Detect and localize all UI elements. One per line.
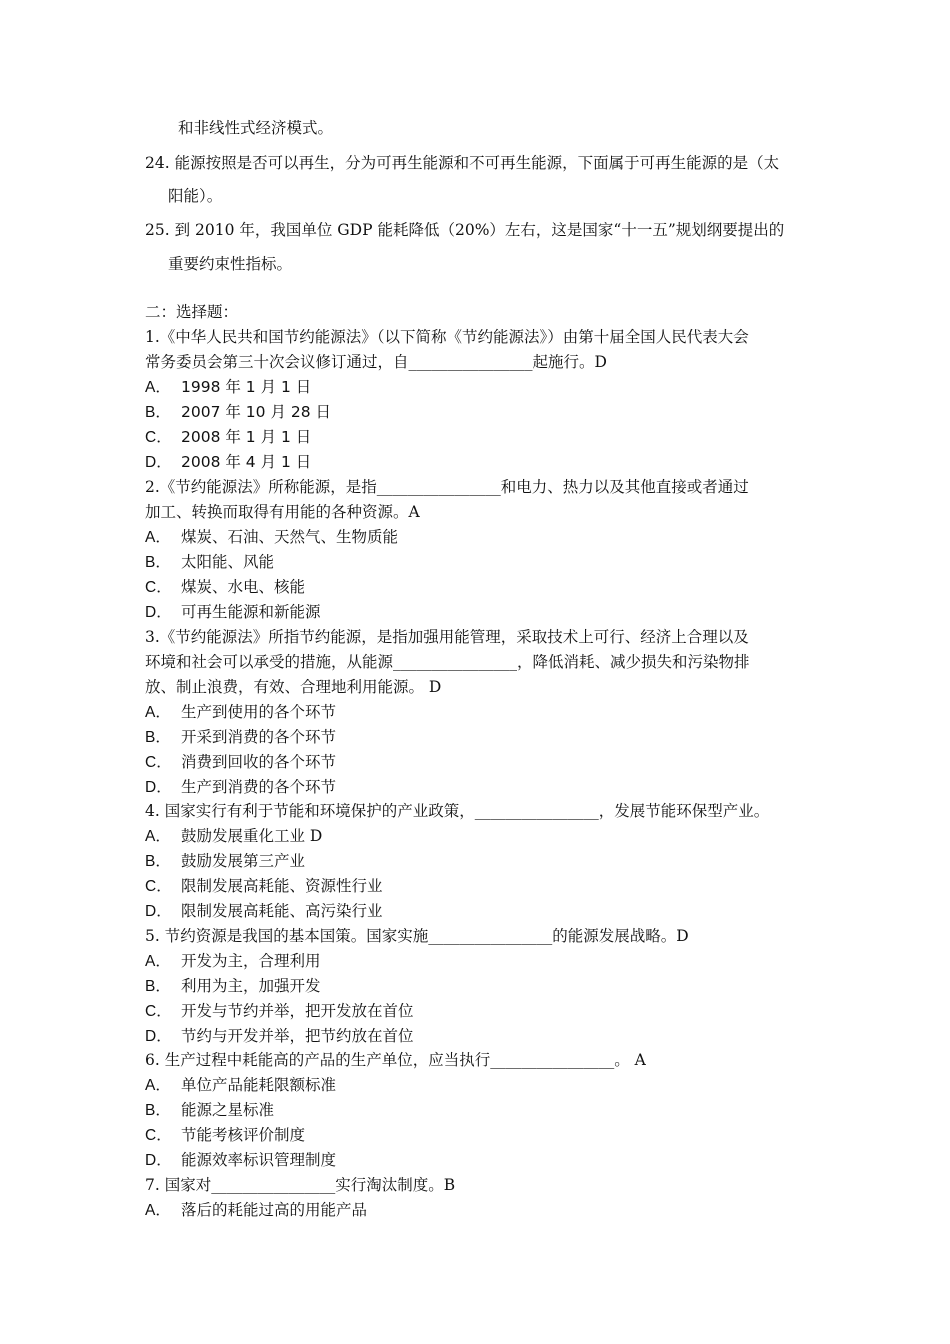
option-letter: D．	[145, 604, 172, 621]
option-text: 利用为主，加强开发	[181, 977, 321, 995]
question-4-option-b	[145, 851, 305, 872]
option-letter: C．	[145, 754, 172, 771]
option-letter: B．	[145, 978, 171, 995]
option-text: 能源效率标识管理制度	[181, 1151, 337, 1169]
option-text: 1998 年 1 月 1 日	[181, 378, 312, 396]
option-text: 限制发展高耗能、资源性行业	[181, 877, 383, 895]
question-4-option-c	[145, 876, 383, 897]
option-letter: A．	[145, 1202, 171, 1219]
option-text: 开发为主，合理利用	[181, 952, 321, 970]
option-letter: C．	[145, 429, 172, 446]
option-letter: A．	[145, 379, 171, 396]
option-text: 限制发展高耗能、高污染行业	[181, 902, 383, 920]
question-6-option-a	[145, 1075, 336, 1096]
question-5-option-a	[145, 951, 321, 972]
option-text: 节约与开发并举，把节约放在首位	[181, 1027, 414, 1045]
option-text: 2008 年 4 月 1 日	[181, 453, 312, 471]
option-letter: C．	[145, 579, 172, 596]
option-letter: C．	[145, 878, 172, 895]
option-text: 煤炭、水电、核能	[181, 578, 306, 596]
question-1-line-2: 常务委员会第三十次会议修订通过，自________________起施行。D	[145, 353, 607, 371]
question-3-option-b	[145, 727, 336, 748]
question-1-option-d	[145, 452, 311, 473]
question-2-option-d	[145, 602, 321, 623]
option-text: 太阳能、风能	[181, 553, 275, 571]
section-title: 二：选择题：	[145, 303, 239, 321]
option-letter: A．	[145, 1077, 171, 1094]
question-3-option-d	[145, 777, 336, 798]
question-3-line-3: 放、制止浪费，有效、合理地利用能源。 D	[145, 678, 442, 696]
option-letter: D．	[145, 903, 172, 920]
option-text: 生产到消费的各个环节	[181, 778, 337, 796]
option-text: 生产到使用的各个环节	[181, 703, 337, 721]
option-text: 开采到消费的各个环节	[181, 728, 337, 746]
option-letter: B．	[145, 729, 171, 746]
question-6-line-1: 6. 生产过程中耗能高的产品的生产单位，应当执行________________。 A	[145, 1051, 646, 1069]
option-text: 煤炭、石油、天然气、生物质能	[181, 528, 399, 546]
option-letter: D．	[145, 779, 172, 796]
question-6-option-d	[145, 1150, 336, 1171]
option-text: 单位产品能耗限额标准	[181, 1076, 337, 1094]
option-letter: A．	[145, 529, 171, 546]
option-letter: B．	[145, 404, 171, 421]
option-text: 落后的耗能过高的用能产品	[181, 1201, 368, 1219]
q25-line-1: 25. 到 2010 年，我国单位 GDP 能耗降低（20%）左右，这是国家“十一五”规划纲要提出的	[145, 221, 785, 239]
question-7-line-1: 7. 国家对________________实行淘汰制度。B	[145, 1176, 456, 1194]
prev-continuation-line: 和非线性式经济模式。	[178, 119, 334, 137]
option-letter: A．	[145, 828, 171, 845]
question-1-option-a	[145, 377, 311, 398]
option-letter: B．	[145, 853, 171, 870]
option-letter: A．	[145, 953, 171, 970]
option-text: 消费到回收的各个环节	[181, 753, 337, 771]
question-4-line-1: 4. 国家实行有利于节能和环境保护的产业政策，________________，发展节能环保型产业。	[145, 802, 770, 820]
question-4-option-a	[145, 826, 322, 847]
option-text: 能源之星标准	[181, 1101, 275, 1119]
option-text: 可再生能源和新能源	[181, 603, 321, 621]
question-2-option-a	[145, 527, 398, 548]
question-3-option-c	[145, 752, 336, 773]
question-2-line-1: 2.《节约能源法》所称能源，是指________________和电力、热力以及其他直接或者通过	[145, 478, 749, 496]
question-5-option-b	[145, 976, 321, 997]
question-2-option-c	[145, 577, 305, 598]
option-letter: D．	[145, 1152, 172, 1169]
option-text: 开发与节约并举，把开发放在首位	[181, 1002, 414, 1020]
q24-line-2: 阳能）。	[168, 187, 223, 205]
option-text: 2007 年 10 月 28 日	[181, 403, 332, 421]
q25-line-2: 重要约束性指标。	[168, 255, 293, 273]
question-1-option-b	[145, 402, 331, 423]
option-text: 2008 年 1 月 1 日	[181, 428, 312, 446]
question-2-option-b	[145, 552, 274, 573]
question-5-line-1: 5. 节约资源是我国的基本国策。国家实施________________的能源发展战略。D	[145, 927, 689, 945]
option-letter: B．	[145, 1102, 171, 1119]
option-text: 鼓励发展第三产业	[181, 852, 306, 870]
option-text: 鼓励发展重化工业 D	[181, 827, 323, 845]
question-2-line-2: 加工、转换而取得有用能的各种资源。A	[145, 503, 420, 521]
option-text: 节能考核评价制度	[181, 1126, 306, 1144]
option-letter: D．	[145, 1028, 172, 1045]
question-1-option-c	[145, 427, 311, 448]
question-3-line-1: 3.《节约能源法》所指节约能源，是指加强用能管理，采取技术上可行、经济上合理以及	[145, 628, 749, 646]
option-letter: B．	[145, 554, 171, 571]
question-5-option-d	[145, 1026, 414, 1047]
option-letter: C．	[145, 1003, 172, 1020]
question-3-option-a	[145, 702, 336, 723]
q24-line-1: 24. 能源按照是否可以再生，分为可再生能源和不可再生能源，下面属于可再生能源的是（太	[145, 154, 780, 172]
question-5-option-c	[145, 1001, 414, 1022]
option-letter: C．	[145, 1127, 172, 1144]
question-7-option-a	[145, 1200, 367, 1221]
question-1-line-1: 1.《中华人民共和国节约能源法》（以下简称《节约能源法》）由第十届全国人民代表大会	[145, 328, 749, 346]
question-6-option-b	[145, 1100, 274, 1121]
option-letter: D．	[145, 454, 172, 471]
question-3-line-2: 环境和社会可以承受的措施，从能源________________，降低消耗、减少损失和污染物排	[145, 653, 750, 671]
question-4-option-d	[145, 901, 383, 922]
question-6-option-c	[145, 1125, 305, 1146]
option-letter: A．	[145, 704, 171, 721]
